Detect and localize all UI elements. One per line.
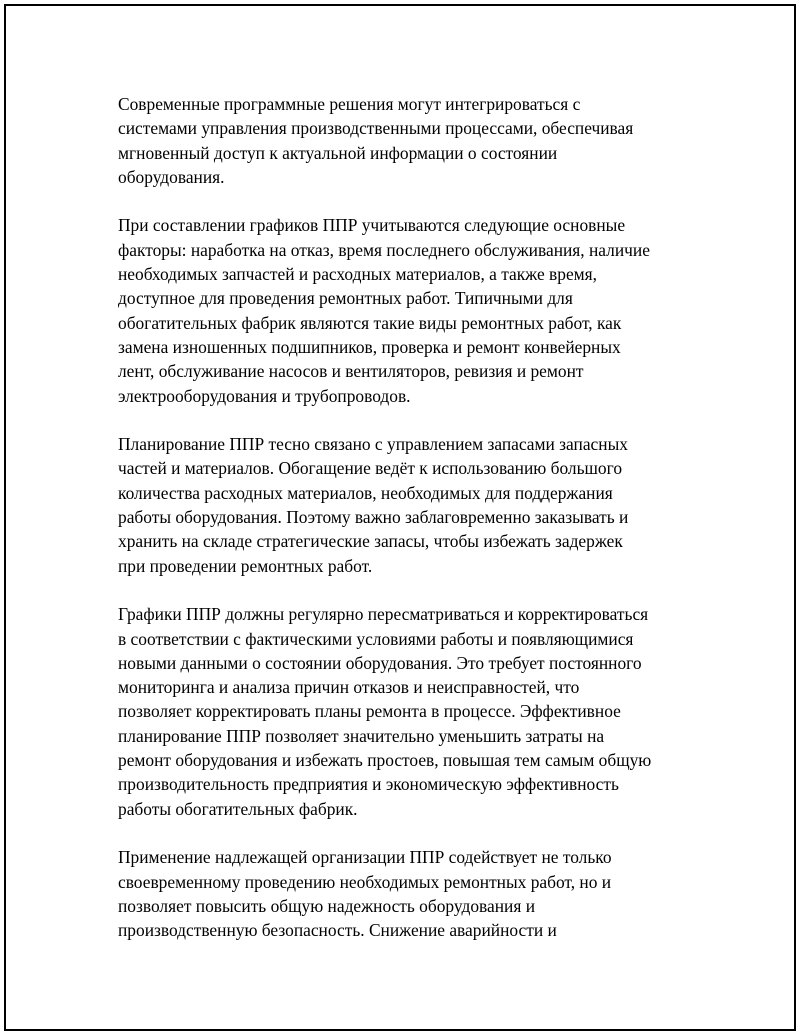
text-line: своевременному проведению необходимых ремонтных работ, но и bbox=[118, 871, 612, 892]
document-body bbox=[118, 92, 698, 967]
text-line: обогатительных фабрик являются такие виды ремонтных работ, как bbox=[118, 312, 622, 333]
text-line: позволяет корректировать планы ремонта в процессе. Эффективное bbox=[118, 701, 621, 722]
text-line: позволяет повысить общую надежность оборудования и bbox=[118, 895, 536, 916]
text-line: лент, обслуживание насосов и вентиляторов, ревизия и ремонт bbox=[118, 361, 584, 382]
text-line: Планирование ППР тесно связано с управлением запасами запасных bbox=[118, 434, 628, 455]
text-line: производительность предприятия и экономическую эффективность bbox=[118, 774, 619, 795]
text-line: новыми данными о состоянии оборудования. Это требует постоянного bbox=[118, 652, 642, 673]
text-line: мгновенный доступ к актуальной информации о состоянии bbox=[118, 142, 558, 163]
text-line: Современные программные решения могут интегрироваться с bbox=[118, 94, 581, 114]
text-line: замена изношенных подшипников, проверка и ремонт конвейерных bbox=[118, 336, 621, 357]
paragraph-3 bbox=[118, 432, 698, 578]
text-line: частей и материалов. Обогащение ведёт к использованию большого bbox=[118, 458, 623, 479]
text-line: факторы: наработка на отказ, время последнего обслуживания, наличие bbox=[118, 239, 650, 260]
text-line: системами управления производственными процессами, обеспечивая bbox=[118, 118, 634, 139]
text-line: при проведении ремонтных работ. bbox=[118, 555, 373, 576]
text-line: хранить на складе стратегические запасы, чтобы избежать задержек bbox=[118, 531, 623, 552]
text-line: мониторинга и анализа причин отказов и неисправностей, что bbox=[118, 677, 580, 698]
text-line: электрооборудования и трубопроводов. bbox=[118, 385, 411, 406]
text-line: планирование ППР позволяет значительно уменьшить затраты на bbox=[118, 725, 605, 746]
text-line: оборудования. bbox=[118, 166, 225, 187]
text-line: доступное для проведения ремонтных работ. Типичными для bbox=[118, 288, 573, 309]
paragraph-5 bbox=[118, 845, 698, 942]
text-line: количества расходных материалов, необходимых для поддержания bbox=[118, 482, 613, 503]
text-line: работы оборудования. Поэтому важно заблаговременно заказывать и bbox=[118, 507, 629, 528]
text-line: работы обогатительных фабрик. bbox=[118, 798, 358, 819]
text-line: При составлении графиков ППР учитываются следующие основные bbox=[118, 215, 626, 236]
paragraph-4 bbox=[118, 602, 698, 821]
paragraph-1 bbox=[118, 92, 698, 189]
text-line: Графики ППР должны регулярно пересматриваться и корректироваться bbox=[118, 604, 649, 625]
text-line: Применение надлежащей организации ППР содействует не только bbox=[118, 847, 612, 868]
text-line: ремонт оборудования и избежать простоев, повышая тем самым общую bbox=[118, 750, 652, 771]
text-line: производственную безопасность. Снижение аварийности и bbox=[118, 920, 557, 941]
paragraph-2 bbox=[118, 213, 698, 407]
text-line: необходимых запчастей и расходных материалов, а также время, bbox=[118, 264, 598, 285]
text-line: в соответствии с фактическими условиями работы и появляющимися bbox=[118, 628, 634, 649]
